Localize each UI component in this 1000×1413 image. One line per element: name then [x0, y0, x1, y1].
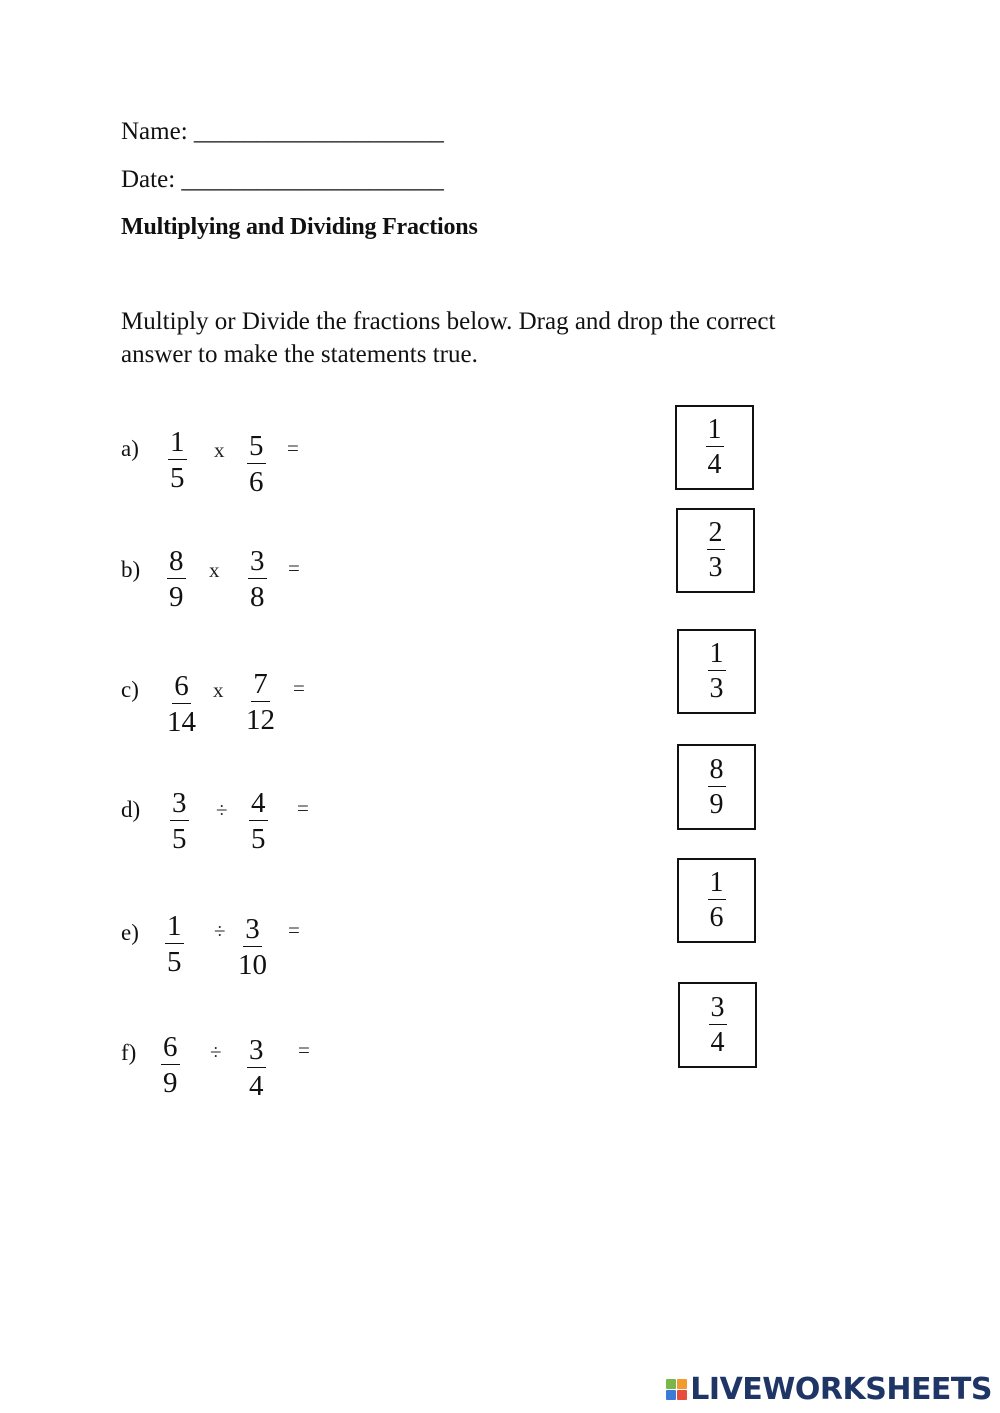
question-label: a) [121, 436, 139, 461]
operator: ÷ [214, 919, 226, 943]
numerator: 8 [169, 545, 184, 577]
denominator: 5 [172, 823, 187, 855]
question-label: b) [121, 557, 141, 582]
answer-fraction [708, 753, 726, 820]
numerator: 3 [710, 991, 725, 1023]
operator: x [213, 678, 224, 702]
numerator: 3 [250, 545, 265, 577]
logo-text: LIVEWORKSHEETS [690, 1372, 992, 1407]
answer-fraction [709, 991, 727, 1058]
fraction-right [247, 1036, 266, 1101]
fraction-left [167, 672, 196, 737]
numerator: 6 [163, 1031, 178, 1063]
fraction-right [238, 915, 267, 980]
question-label: e) [121, 920, 139, 945]
fraction-left [165, 912, 184, 977]
fraction-left [170, 789, 189, 854]
operator: ÷ [210, 1040, 222, 1064]
answer-fraction [708, 640, 726, 703]
denominator: 3 [709, 673, 724, 704]
worksheet-title: Multiplying and Dividing Fractions [121, 214, 478, 240]
equals-sign: = [298, 1038, 310, 1062]
denominator: 9 [709, 788, 724, 820]
question-label: f) [121, 1040, 137, 1065]
numerator: 1 [707, 414, 722, 445]
numerator: 4 [251, 787, 266, 819]
denominator: 4 [249, 1070, 264, 1102]
fraction-right [246, 670, 275, 735]
instructions-text: Multiply or Divide the fractions below. Drag and drop the correct answer to make the statements true. [121, 308, 776, 368]
answer-fraction [706, 416, 724, 479]
equals-sign: = [288, 918, 300, 942]
question-label: d) [121, 797, 141, 822]
fraction-left [161, 1033, 180, 1098]
fraction-left [168, 428, 187, 493]
answer-box-5[interactable] [677, 858, 756, 943]
equals-sign: = [287, 436, 299, 460]
fraction-right [249, 789, 268, 854]
denominator: 8 [250, 581, 265, 613]
denominator: 5 [251, 823, 266, 855]
equals-sign: = [297, 796, 309, 820]
operator: x [209, 558, 220, 582]
numerator: 6 [174, 670, 189, 702]
answer-box-2[interactable] [676, 508, 755, 593]
fraction-left [167, 547, 186, 612]
denominator: 9 [163, 1067, 178, 1099]
numerator: 1 [709, 638, 724, 669]
numerator: 3 [245, 913, 260, 945]
answer-box-6[interactable] [678, 982, 757, 1068]
denominator: 9 [169, 581, 184, 613]
equals-sign: = [288, 556, 300, 580]
answer-fraction [707, 519, 725, 582]
denominator: 4 [710, 1026, 725, 1058]
fraction-right [248, 547, 267, 612]
numerator: 2 [708, 517, 723, 548]
answer-box-1[interactable] [675, 405, 754, 490]
liveworksheets-logo-icon [666, 1379, 687, 1400]
numerator: 1 [170, 426, 185, 458]
denominator: 6 [249, 466, 264, 498]
denominator: 10 [238, 949, 267, 981]
question-label: c) [121, 677, 139, 702]
name-line: Name: ____________________ [121, 118, 444, 145]
denominator: 14 [167, 706, 196, 738]
numerator: 7 [253, 668, 268, 700]
denominator: 12 [246, 704, 275, 736]
denominator: 5 [170, 462, 185, 494]
answer-fraction [708, 869, 726, 932]
numerator: 1 [167, 910, 182, 942]
numerator: 1 [709, 867, 724, 898]
denominator: 5 [167, 946, 182, 978]
denominator: 3 [708, 552, 723, 583]
numerator: 3 [172, 787, 187, 819]
liveworksheets-logo [666, 1372, 992, 1407]
equals-sign: = [293, 676, 305, 700]
numerator: 5 [249, 430, 264, 462]
answer-box-3[interactable] [677, 629, 756, 714]
operator: x [214, 438, 225, 462]
answer-box-4[interactable] [677, 744, 756, 830]
denominator: 4 [707, 449, 722, 480]
date-line: Date: _____________________ [121, 166, 444, 193]
numerator: 8 [709, 753, 724, 785]
operator: ÷ [216, 798, 228, 822]
fraction-right [247, 432, 266, 497]
numerator: 3 [249, 1034, 264, 1066]
denominator: 6 [709, 902, 724, 933]
